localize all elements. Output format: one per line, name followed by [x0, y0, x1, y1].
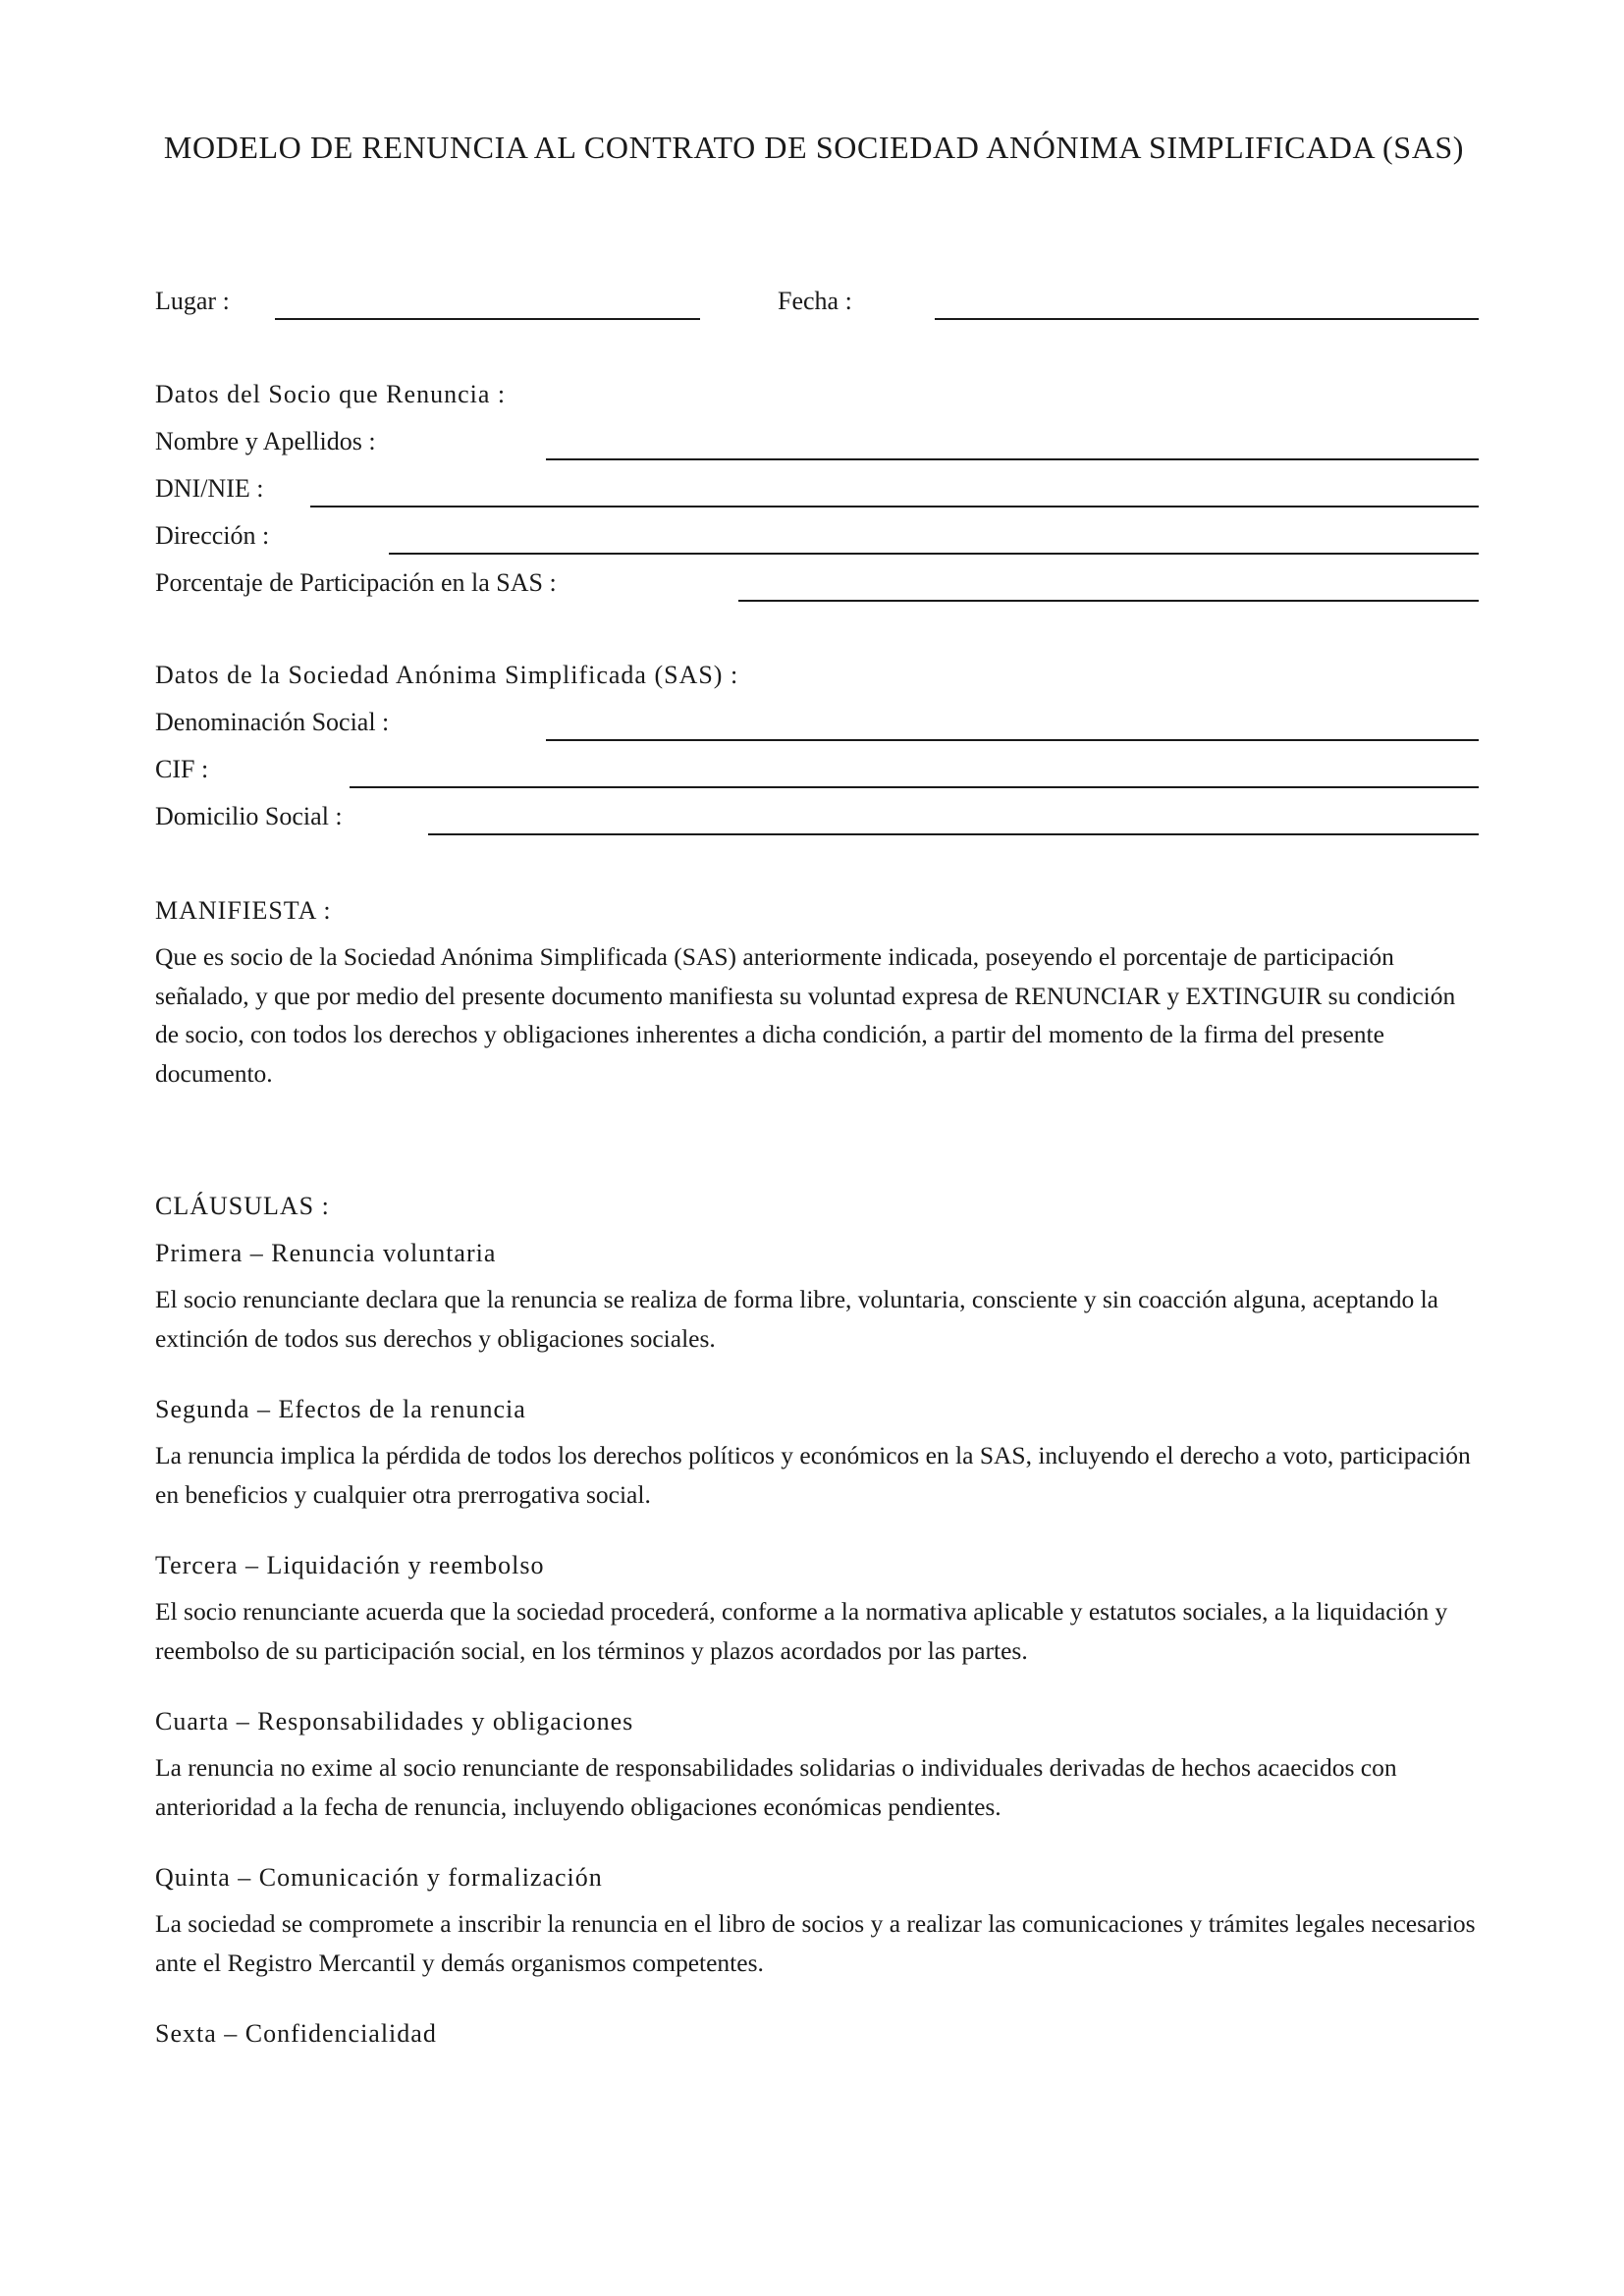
sociedad-heading: Datos de la Sociedad Anónima Simplificada (SAS) : [155, 661, 739, 689]
manifiesta-text: Que es socio de la Sociedad Anónima Simplificada (SAS) anteriormente indicada, poseyendo el porcentaje de participación señalado, y que por medio del presente documento manifiesta su voluntad expresa de RENUNCIAR y EXTINGUIR su condición de socio, con todos los derechos y obligaciones inherentes a dicha condición, a partir del momento de la firma del presente documento. [155, 942, 1456, 1088]
denominacion-field-line[interactable] [546, 739, 1479, 741]
cif-field-line[interactable] [350, 786, 1479, 788]
nombre-field-line[interactable] [546, 458, 1479, 460]
clause-title: Cuarta – Responsabilidades y obligaciones [155, 1707, 634, 1735]
domicilio-label: Domicilio Social : [155, 802, 343, 830]
dni-label: DNI/NIE : [155, 474, 264, 503]
fecha-field-line[interactable] [935, 318, 1479, 320]
manifiesta-heading: MANIFIESTA : [155, 896, 332, 925]
porcentaje-label: Porcentaje de Participación en la SAS : [155, 568, 557, 597]
cif-label: CIF : [155, 755, 209, 783]
clause-title: Segunda – Efectos de la renuncia [155, 1395, 526, 1423]
denominacion-label: Denominación Social : [155, 708, 390, 736]
direccion-label: Dirección : [155, 521, 270, 550]
lugar-label: Lugar : [155, 287, 230, 315]
nombre-label: Nombre y Apellidos : [155, 427, 376, 455]
clause-text: La renuncia no exime al socio renunciante de responsabilidades solidarias o individuales derivadas de hechos acaecidos con anterioridad a la fecha de renuncia, incluyendo obligaciones económicas pendientes. [155, 1753, 1397, 1821]
clause-text: La renuncia implica la pérdida de todos los derechos políticos y económicos en la SAS, incluyendo el derecho a voto, participación en beneficios y cualquier otra prerrogativa social. [155, 1441, 1471, 1509]
clause-title: Sexta – Confidencialidad [155, 2019, 437, 2048]
dni-field-line[interactable] [310, 506, 1479, 507]
document-title: MODELO DE RENUNCIA AL CONTRATO DE SOCIEDAD ANÓNIMA SIMPLIFICADA (SAS) [163, 130, 1465, 165]
clause-title: Quinta – Comunicación y formalización [155, 1863, 603, 1892]
domicilio-field-line[interactable] [428, 833, 1479, 835]
clause-text: El socio renunciante acuerda que la sociedad procederá, conforme a la normativa aplicable y estatutos sociales, a la liquidación y reembolso de su participación social, en los términos y plazos acordados por las partes. [155, 1597, 1448, 1665]
fecha-label: Fecha : [778, 287, 852, 315]
clausulas-heading: CLÁUSULAS : [155, 1192, 330, 1220]
porcentaje-field-line[interactable] [738, 600, 1479, 602]
socio-heading: Datos del Socio que Renuncia : [155, 380, 507, 408]
clause-text: El socio renunciante declara que la renuncia se realiza de forma libre, voluntaria, consciente y sin coacción alguna, aceptando la extinción de todos sus derechos y obligaciones sociales. [155, 1285, 1438, 1353]
clause-text: La sociedad se compromete a inscribir la renuncia en el libro de socios y a realizar las comunicaciones y trámites legales necesarios ante el Registro Mercantil y demás organismos competentes. [155, 1909, 1476, 1977]
lugar-field-line[interactable] [275, 318, 700, 320]
direccion-field-line[interactable] [389, 553, 1479, 555]
clause-title: Primera – Renuncia voluntaria [155, 1239, 497, 1267]
clause-title: Tercera – Liquidación y reembolso [155, 1551, 545, 1579]
